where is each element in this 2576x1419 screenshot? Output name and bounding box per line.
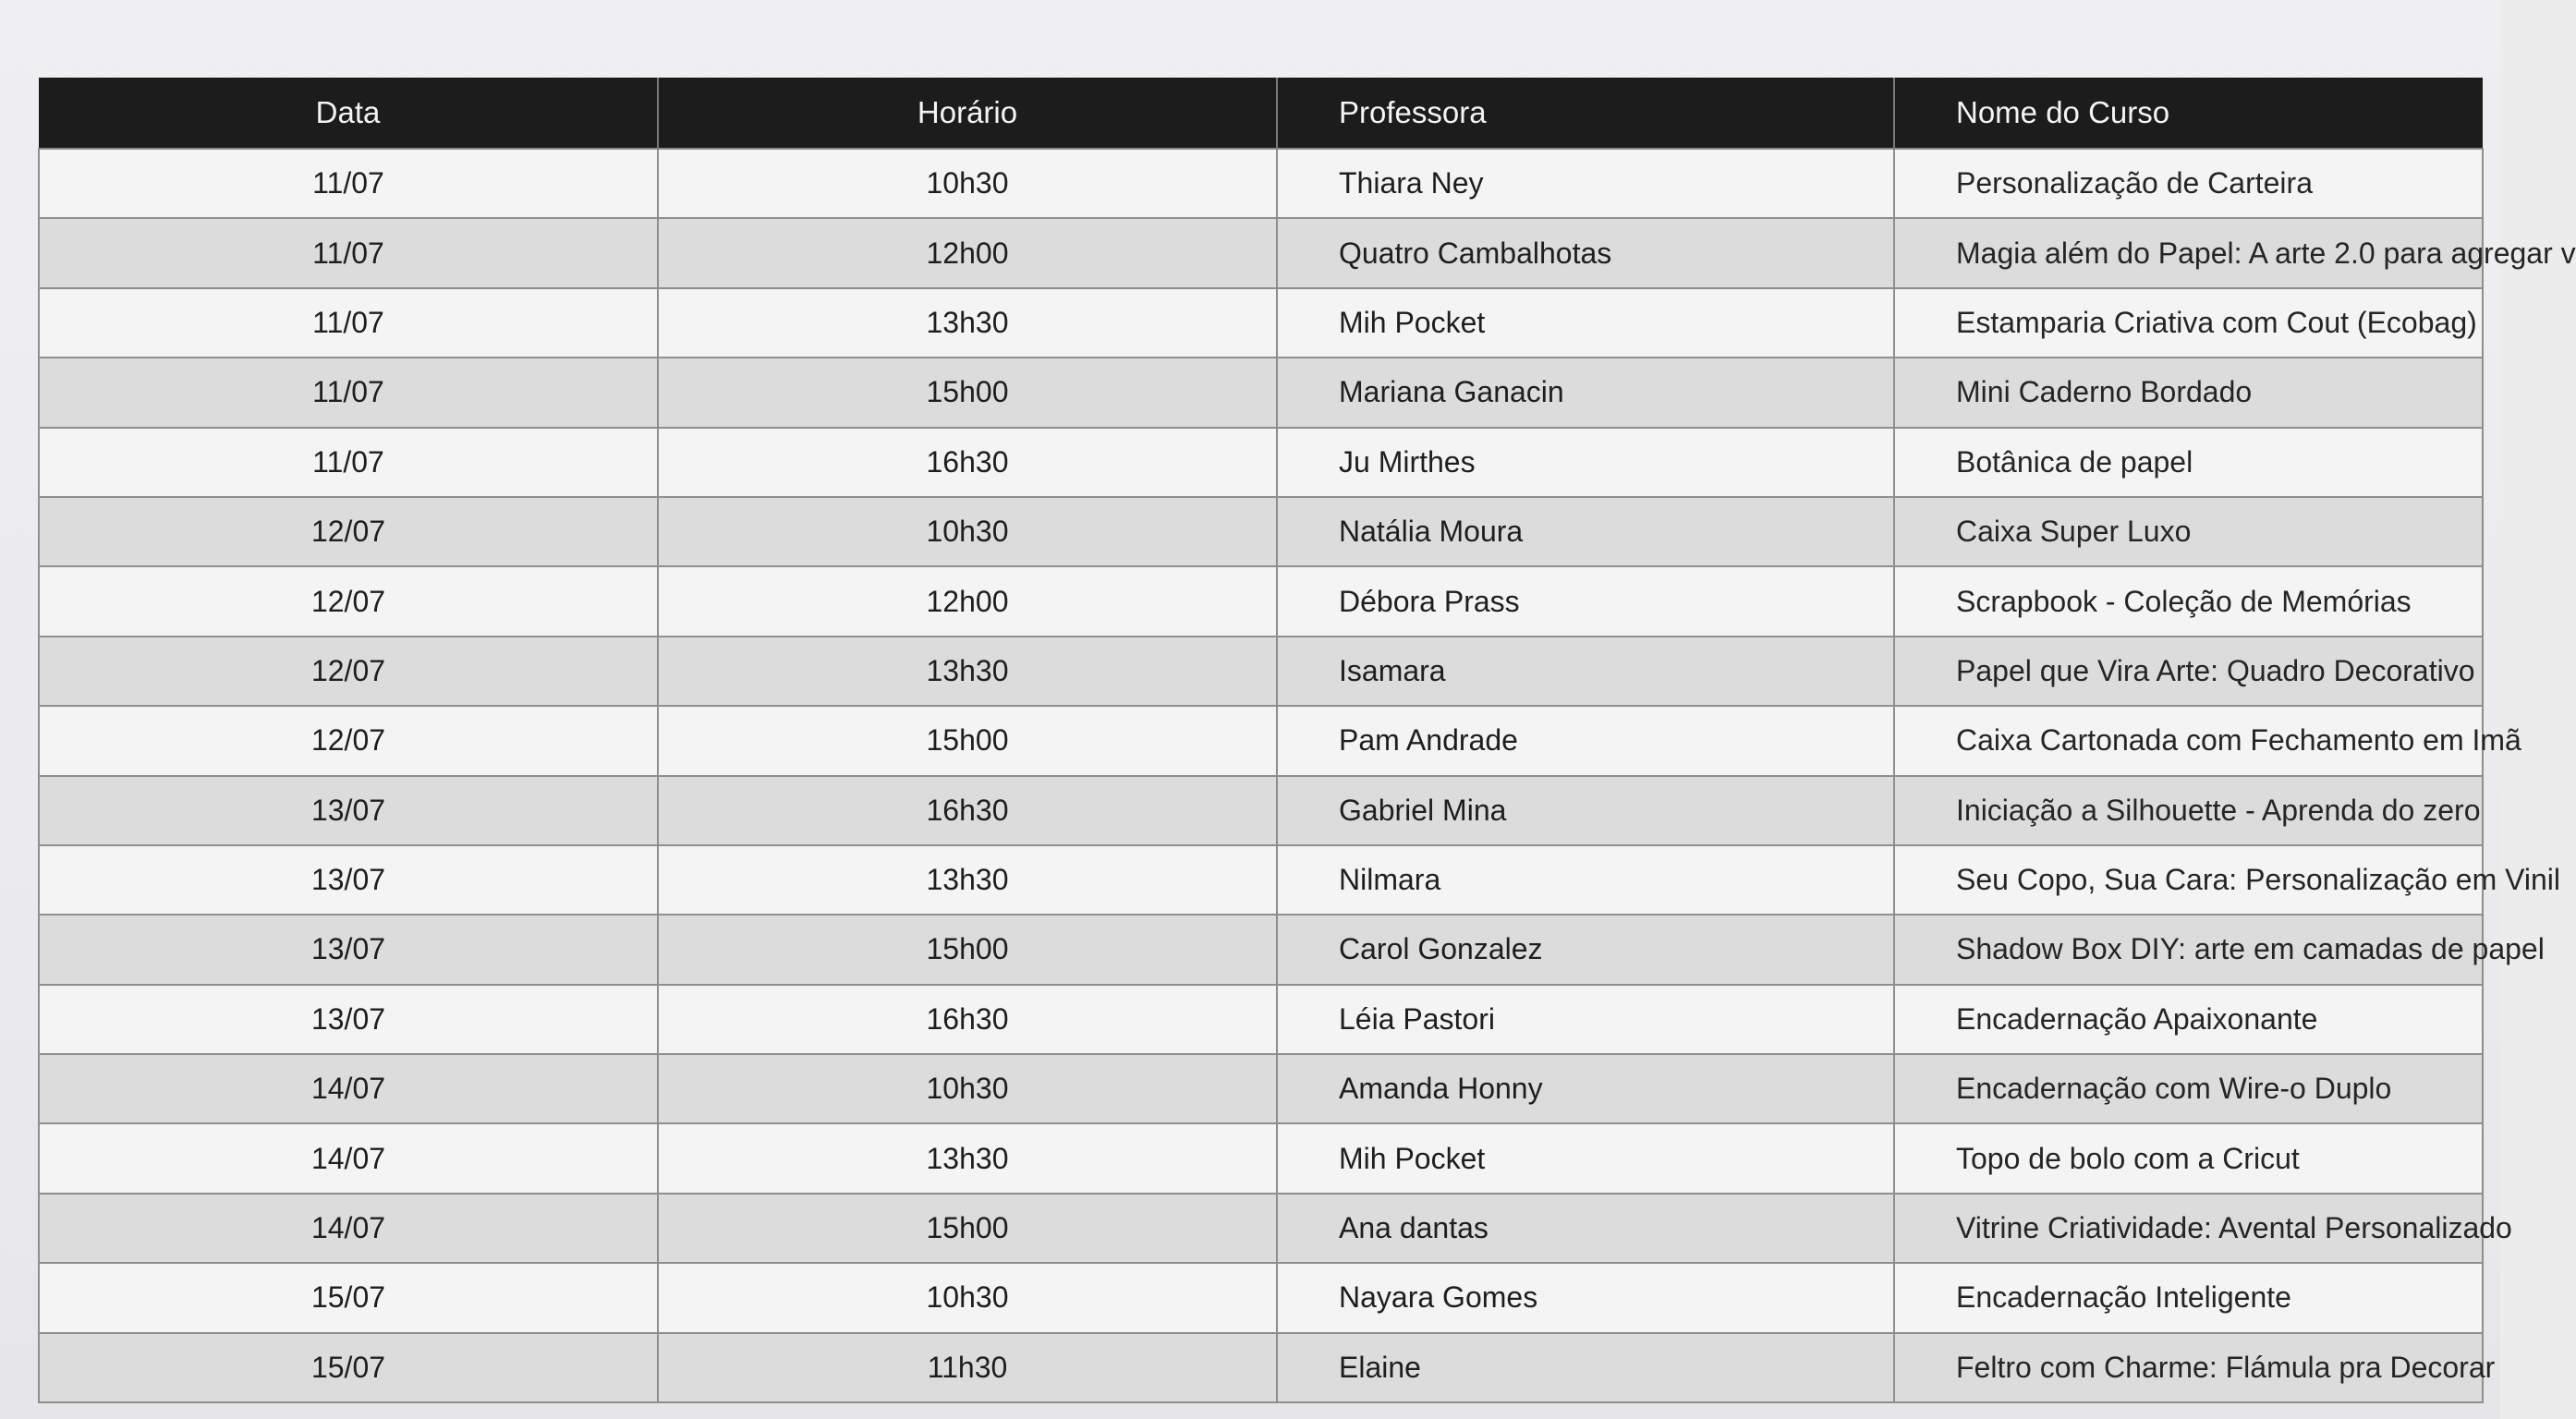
cell-time: 12h00 [658, 566, 1277, 636]
cell-date: 13/07 [39, 776, 658, 845]
cell-time: 15h00 [658, 1194, 1277, 1263]
cell-time: 13h30 [658, 845, 1277, 915]
cell-teacher: Nayara Gomes [1277, 1263, 1894, 1332]
cell-date: 12/07 [39, 637, 658, 706]
cell-teacher: Thiara Ney [1277, 149, 1894, 218]
cell-course: Encadernação Apaixonante [1894, 985, 2483, 1054]
table-row [39, 915, 2483, 984]
cell-course: Caixa Super Luxo [1894, 497, 2483, 566]
table-row [39, 497, 2483, 566]
cell-time: 11h30 [658, 1333, 1277, 1402]
cell-course: Estamparia Criativa com Cout (Ecobag) [1894, 288, 2483, 358]
cell-teacher: Quatro Cambalhotas [1277, 218, 1894, 287]
course-schedule-table [38, 78, 2576, 1403]
header-row [39, 78, 2483, 149]
cell-teacher: Isamara [1277, 637, 1894, 706]
table-row [39, 566, 2483, 636]
cell-course: Personalização de Carteira [1894, 149, 2483, 218]
cell-date: 12/07 [39, 706, 658, 775]
table-row [39, 776, 2483, 845]
cell-course: Encadernação com Wire-o Duplo [1894, 1054, 2483, 1123]
cell-teacher: Ana dantas [1277, 1194, 1894, 1263]
cell-time: 10h30 [658, 1054, 1277, 1123]
cell-course: Papel que Vira Arte: Quadro Decorativo [1894, 637, 2483, 706]
cell-teacher: Mariana Ganacin [1277, 358, 1894, 427]
table-row [39, 845, 2483, 915]
cell-time: 15h00 [658, 915, 1277, 984]
table-row [39, 288, 2483, 358]
cell-course: Magia além do Papel: A arte 2.0 para agregar v [1894, 218, 2483, 287]
table-row [39, 1194, 2483, 1263]
table-header [39, 78, 2483, 149]
cell-course: Topo de bolo com a Cricut [1894, 1123, 2483, 1193]
cell-date: 14/07 [39, 1054, 658, 1123]
table-row [39, 428, 2483, 497]
cell-course: Feltro com Charme: Flámula pra Decorar [1894, 1333, 2483, 1402]
cell-teacher: Carol Gonzalez [1277, 915, 1894, 984]
cell-teacher: Débora Prass [1277, 566, 1894, 636]
cell-date: 11/07 [39, 358, 658, 427]
cell-course: Vitrine Criatividade: Avental Personalizado [1894, 1194, 2483, 1263]
cell-course: Botânica de papel [1894, 428, 2483, 497]
cell-time: 10h30 [658, 497, 1277, 566]
header-date: Data [39, 78, 658, 149]
cell-time: 15h00 [658, 358, 1277, 427]
cell-teacher: Elaine [1277, 1333, 1894, 1402]
table-row [39, 1263, 2483, 1332]
cell-teacher: Mih Pocket [1277, 288, 1894, 358]
table-row [39, 1123, 2483, 1193]
cell-date: 11/07 [39, 428, 658, 497]
table-row [39, 1333, 2483, 1402]
cell-date: 14/07 [39, 1194, 658, 1263]
cell-date: 11/07 [39, 218, 658, 287]
table-row [39, 149, 2483, 218]
cell-date: 13/07 [39, 985, 658, 1054]
cell-course: Mini Caderno Bordado [1894, 358, 2483, 427]
header-time: Horário [658, 78, 1277, 149]
cell-teacher: Ju Mirthes [1277, 428, 1894, 497]
table-row [39, 706, 2483, 775]
cell-time: 16h30 [658, 776, 1277, 845]
cell-time: 16h30 [658, 985, 1277, 1054]
cell-time: 16h30 [658, 428, 1277, 497]
cell-date: 12/07 [39, 497, 658, 566]
cell-date: 12/07 [39, 566, 658, 636]
cell-teacher: Nilmara [1277, 845, 1894, 915]
cell-course: Seu Copo, Sua Cara: Personalização em Vinil [1894, 845, 2483, 915]
cell-date: 13/07 [39, 845, 658, 915]
cell-course: Caixa Cartonada com Fechamento em Imã [1894, 706, 2483, 775]
cell-time: 13h30 [658, 1123, 1277, 1193]
cell-course: Encadernação Inteligente [1894, 1263, 2483, 1332]
table-row [39, 637, 2483, 706]
table-row [39, 1054, 2483, 1123]
cell-date: 13/07 [39, 915, 658, 984]
header-teacher: Professora [1277, 78, 1894, 149]
cell-teacher: Mih Pocket [1277, 1123, 1894, 1193]
cell-teacher: Léia Pastori [1277, 985, 1894, 1054]
cell-time: 10h30 [658, 1263, 1277, 1332]
cell-teacher: Gabriel Mina [1277, 776, 1894, 845]
cell-course: Iniciação a Silhouette - Aprenda do zero [1894, 776, 2483, 845]
cell-teacher: Natália Moura [1277, 497, 1894, 566]
cell-date: 15/07 [39, 1263, 658, 1332]
table-body [39, 149, 2576, 1402]
table-row [39, 218, 2483, 287]
cell-teacher: Amanda Honny [1277, 1054, 1894, 1123]
header-course: Nome do Curso [1894, 78, 2483, 149]
cell-time: 10h30 [658, 149, 1277, 218]
cell-time: 13h30 [658, 288, 1277, 358]
cell-date: 11/07 [39, 149, 658, 218]
cell-course: Scrapbook - Coleção de Memórias [1894, 566, 2483, 636]
cell-time: 12h00 [658, 218, 1277, 287]
cell-date: 15/07 [39, 1333, 658, 1402]
cell-date: 14/07 [39, 1123, 658, 1193]
cell-date: 11/07 [39, 288, 658, 358]
cell-teacher: Pam Andrade [1277, 706, 1894, 775]
table-row [39, 985, 2483, 1054]
cell-time: 15h00 [658, 706, 1277, 775]
cell-time: 13h30 [658, 637, 1277, 706]
table-row [39, 358, 2483, 427]
cell-course: Shadow Box DIY: arte em camadas de papel [1894, 915, 2483, 984]
